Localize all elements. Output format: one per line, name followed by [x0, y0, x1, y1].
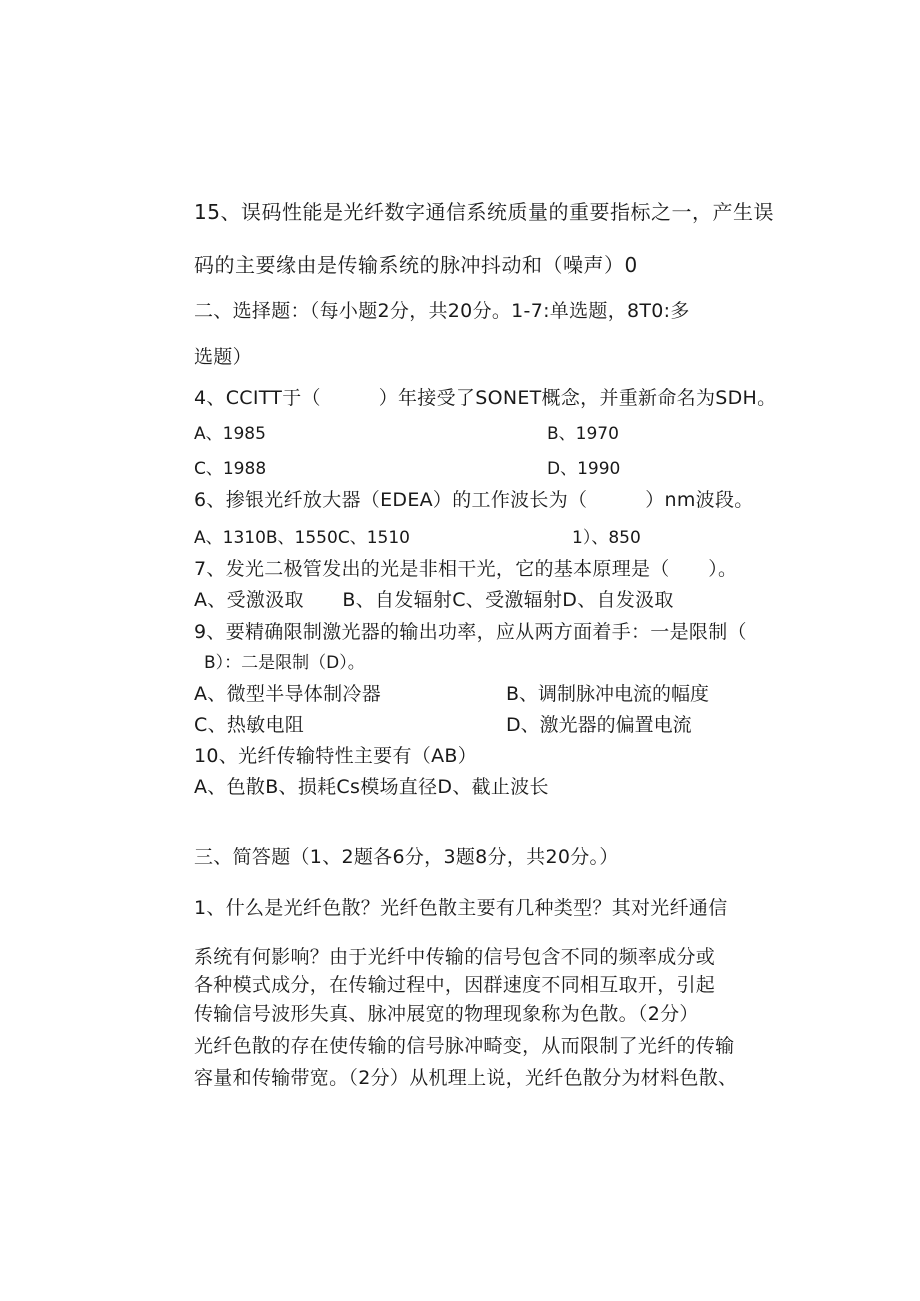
q15-line1: 15、误码性能是光纤数字通信系统质量的重要指标之一，产生误 [194, 200, 774, 224]
sq1-answer-line: 光纤色散的存在使传输的信号脉冲畸变，从而限制了光纤的传输 [194, 1035, 735, 1057]
q4-option-b: B、1970 [547, 424, 619, 444]
sq1-answer-line: 系统有何影响？由于光纤中传输的信号包含不同的频率成分或 [194, 946, 716, 968]
q4-question: 4、CCITT于（ ）年接受了SONET概念，并重新命名为SDH。 [194, 387, 777, 409]
q10-options: A、色散B、损耗Cs模场直径D、截止波长 [194, 776, 549, 798]
section2-heading-line1: 二、选择题：（每小题2分，共20分。1-7:单选题，8T0:多 [194, 300, 690, 322]
q9-option-d: D、激光器的偏置电流 [506, 714, 692, 736]
q9-question-line1: 9、要精确限制激光器的输出功率，应从两方面着手：一是限制（ [194, 621, 747, 643]
q9-option-a: A、微型半导体制冷器 [194, 683, 381, 705]
q15-line2: 码的主要缘由是传输系统的脉冲抖动和（噪声）0 [194, 253, 638, 277]
q7-options: A、受激汲取 B、自发辐射C、受激辐射D、自发汲取 [194, 589, 674, 611]
q9-question-line2: B）：二是限制（D）。 [204, 653, 365, 673]
q6-option-d: 1）、850 [572, 528, 641, 548]
q6-options-abc: A、1310B、1550C、1510 [194, 528, 410, 548]
sq1-answer-line: 各种模式成分，在传输过程中，因群速度不同相互取开，引起 [194, 974, 716, 996]
q7-question: 7、发光二极管发出的光是非相干光，它的基本原理是（ ）。 [194, 558, 738, 580]
section3-heading: 三、简答题（1、2题各6分，3题8分，共20分。） [194, 846, 619, 868]
q4-option-d: D、1990 [547, 459, 621, 479]
q9-option-c: C、热敏电阻 [194, 714, 305, 736]
q9-option-b: B、调制脉冲电流的幅度 [506, 683, 710, 705]
sq1-answer-line: 容量和传输带宽。（2分）从机理上说，光纤色散分为材料色散、 [194, 1067, 738, 1089]
q6-question: 6、掺银光纤放大器（EDEA）的工作波长为（ ）nm波段。 [194, 489, 754, 511]
sq1-question: 1、什么是光纤色散？光纤色散主要有几种类型？其对光纤通信 [194, 897, 728, 919]
sq1-answer-line: 传输信号波形失真、脉冲展宽的物理现象称为色散。（2分） [194, 1003, 699, 1025]
section2-heading-line2: 选题） [194, 346, 252, 368]
q4-option-a: A、1985 [194, 424, 266, 444]
q4-option-c: C、1988 [194, 459, 267, 479]
q10-question: 10、光纤传输特性主要有（AB） [194, 745, 478, 767]
